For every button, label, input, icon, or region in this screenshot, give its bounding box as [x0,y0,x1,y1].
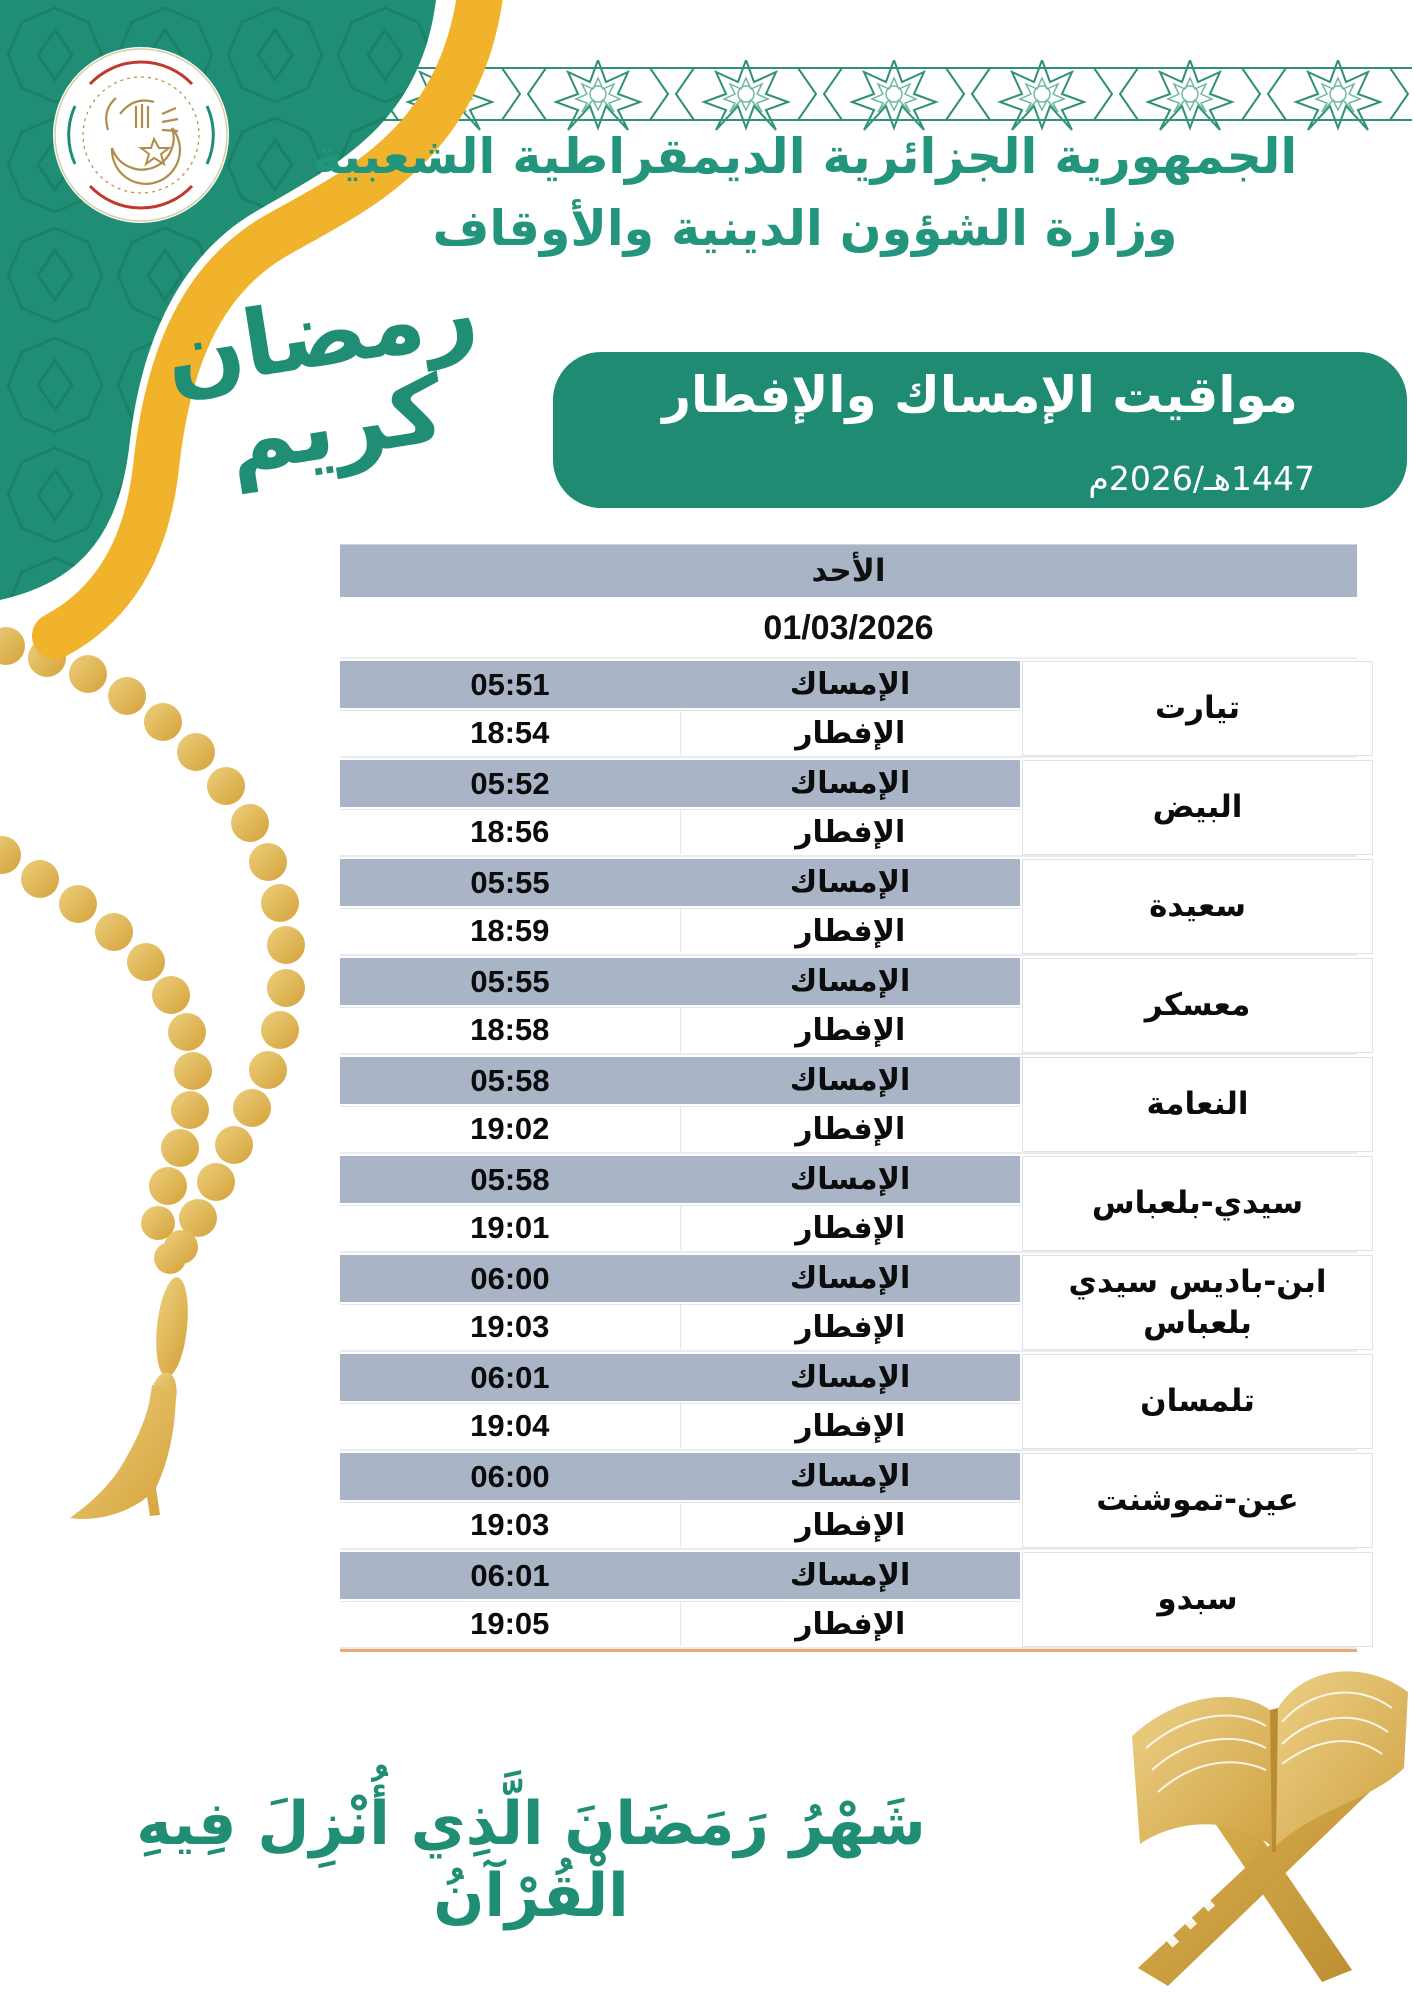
republic-title: الجمهورية الجزائرية الديمقراطية الشعبية [312,128,1298,185]
ramadan-kareem-calligraphy: رمضان كريم [157,256,484,495]
iftar-time: 19:03 [470,1507,550,1542]
city-name: البيض [1022,760,1373,855]
banner-title: مواقيت الإمساك والإفطار [662,366,1298,424]
imsak-time: 05:58 [470,1161,550,1197]
times-table [340,544,1357,1652]
imsak-label: الإمساك [789,1558,911,1593]
city-name: سعيدة [1022,859,1373,954]
iftar-time: 19:04 [470,1408,550,1443]
ministry-title: وزارة الشؤون الدينية والأوقاف [432,200,1178,257]
imsak-label: الإمساك [789,766,911,801]
iftar-label: الإفطار [680,711,1021,755]
table-row [340,956,1357,1055]
city-name: سيدي-بلعباس [1022,1156,1373,1251]
iftar-label: الإفطار [680,810,1021,854]
imsak-label: الإمساك [789,1162,911,1197]
banner-year: 1447هـ/2026م [1088,459,1315,498]
iftar-label: الإفطار [680,1305,1021,1349]
iftar-time: 18:59 [470,913,550,948]
iftar-time: 19:01 [470,1210,550,1245]
city-name: معسكر [1022,958,1373,1053]
city-name: تيارت [1022,661,1373,756]
iftar-label: الإفطار [680,1503,1021,1547]
iftar-time: 18:56 [470,814,550,849]
table-row [340,1253,1357,1352]
iftar-label: الإفطار [680,1008,1021,1052]
banner-box [553,352,1407,508]
imsak-label: الإمساك [789,964,911,999]
table-row [340,659,1357,758]
iftar-label: الإفطار [680,1602,1021,1646]
imsak-label: الإمساك [789,667,911,702]
imsak-time: 05:58 [470,1062,550,1098]
quran-rehal-illustration [1020,1648,1414,2000]
imsak-time: 05:51 [470,666,550,702]
imsak-time: 05:55 [470,864,550,900]
table-row [340,857,1357,956]
imsak-time: 06:01 [470,1557,550,1593]
iftar-time: 18:58 [470,1012,550,1047]
city-name: سبدو [1022,1552,1373,1647]
imsak-time: 06:00 [470,1260,550,1296]
imsak-time: 06:01 [470,1359,550,1395]
iftar-label: الإفطار [680,1404,1021,1448]
imsak-label: الإمساك [789,1459,911,1494]
imsak-label: الإمساك [789,865,911,900]
iftar-label: الإفطار [680,1206,1021,1250]
iftar-label: الإفطار [680,909,1021,953]
iftar-time: 19:05 [470,1606,550,1641]
date-row: 01/03/2026 [340,599,1357,659]
imsak-label: الإمساك [789,1360,911,1395]
imsak-time: 06:00 [470,1458,550,1494]
table-row [340,1451,1357,1550]
iftar-label: الإفطار [680,1107,1021,1151]
imsak-time: 05:55 [470,963,550,999]
table-row [340,1154,1357,1253]
table-row [340,1055,1357,1154]
table-row [340,1550,1357,1649]
city-name: ابن-باديس سيدي بلعباس [1022,1255,1373,1350]
day-header: الأحد [340,545,1357,597]
quran-verse-calligraphy: شَهْرُ رَمَضَانَ الَّذِي أُنْزِلَ فِيهِ الْقُرْآنُ [136,1789,926,1931]
table-row [340,758,1357,857]
iftar-time: 18:54 [470,715,550,750]
imsak-time: 05:52 [470,765,550,801]
imsak-label: الإمساك [789,1063,911,1098]
imsak-label: الإمساك [789,1261,911,1296]
city-name: عين-تموشنت [1022,1453,1373,1548]
iftar-time: 19:03 [470,1309,550,1344]
iftar-time: 19:02 [470,1111,550,1146]
city-name: النعامة [1022,1057,1373,1152]
table-row [340,1352,1357,1451]
city-name: تلمسان [1022,1354,1373,1449]
